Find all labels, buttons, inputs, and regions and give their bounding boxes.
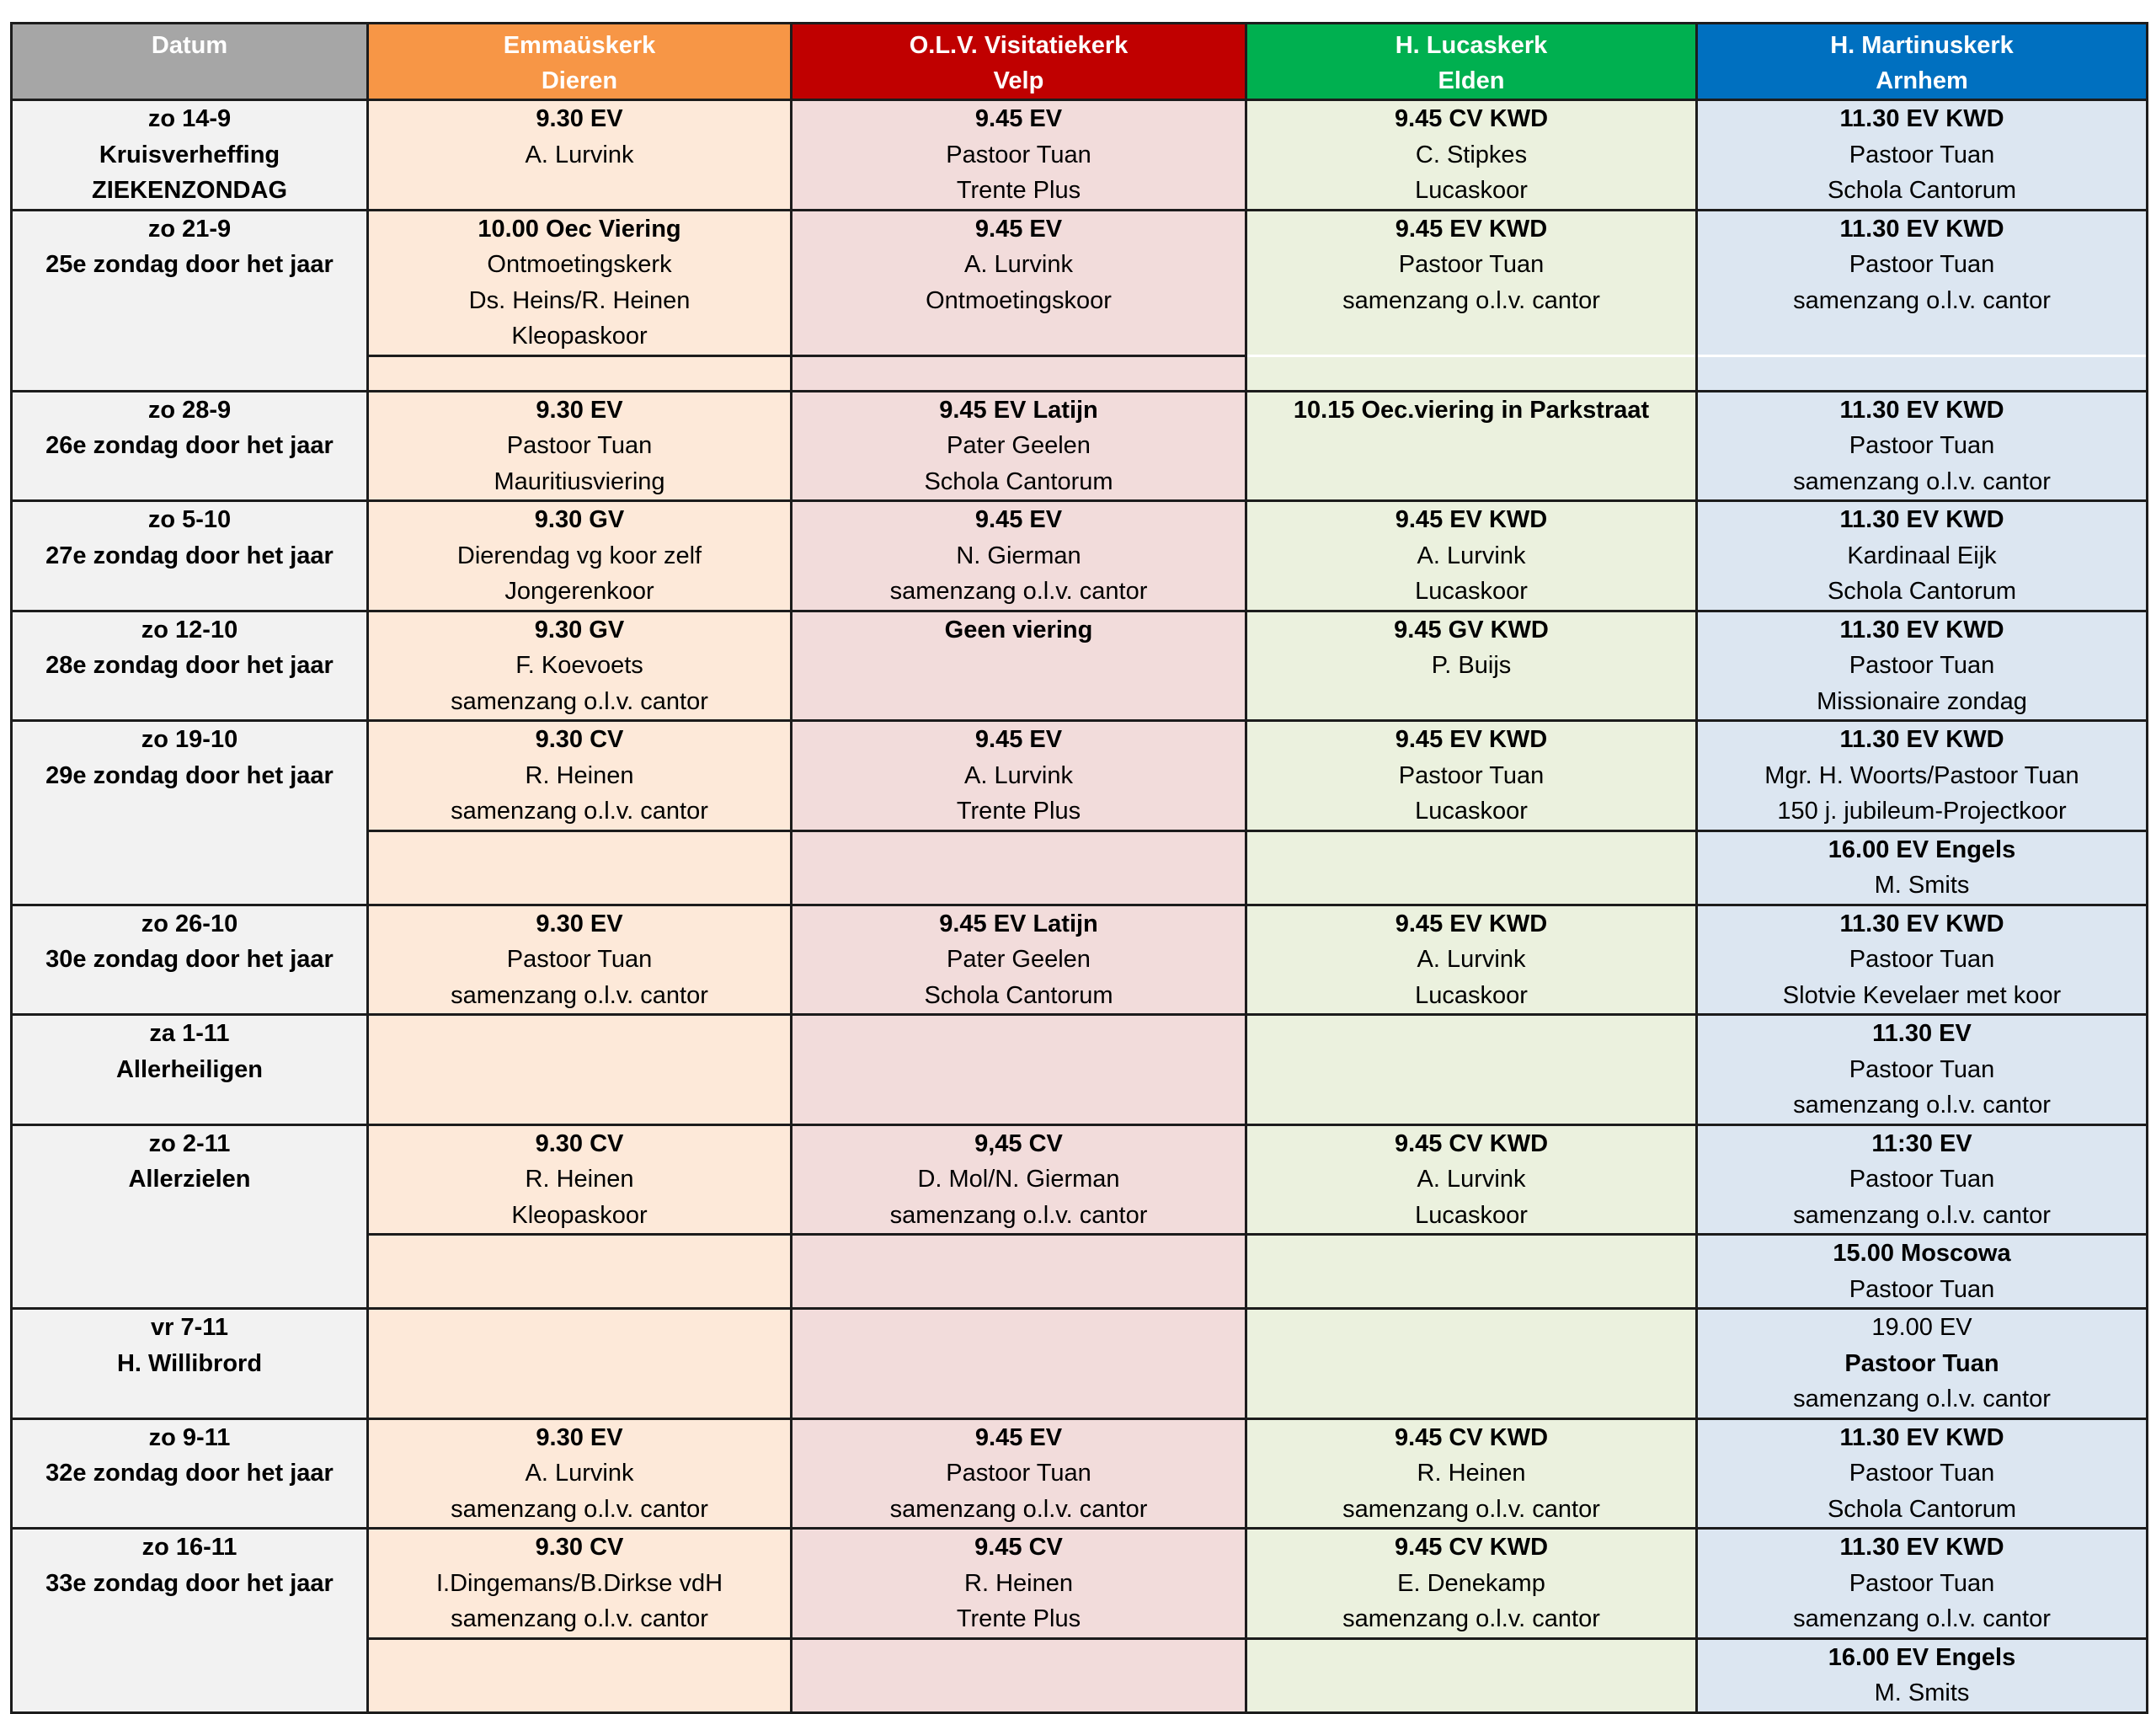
cell-line: Lucaskoor xyxy=(1415,798,1528,825)
service-cell-lucaskerk xyxy=(1246,1235,1697,1309)
cell-line: H. Lucaskerk xyxy=(1395,32,1548,59)
table-row xyxy=(12,210,2148,355)
service-cell-visitatiekerk xyxy=(792,501,1246,611)
cell-line: 9.45 CV xyxy=(974,1534,1063,1561)
cell-line: A. Lurvink xyxy=(1417,946,1526,973)
table-row xyxy=(12,721,2148,831)
cell-line: zo 19-10 xyxy=(141,726,238,753)
service-cell-emmauskerk xyxy=(368,1529,792,1639)
service-cell-visitatiekerk xyxy=(792,1124,1246,1235)
cell-line: 19.00 EV xyxy=(1871,1314,1972,1341)
service-cell-lucaskerk xyxy=(1246,1015,1697,1125)
service-cell-martinuskerk xyxy=(1697,611,2148,721)
cell-line: 11.30 EV KWD xyxy=(1839,910,2004,937)
service-cell-emmauskerk xyxy=(368,355,792,391)
cell-line: 33e zondag door het jaar xyxy=(45,1569,334,1597)
cell-line: samenzang o.l.v. cantor xyxy=(451,1605,708,1632)
cell-line: Schola Cantorum xyxy=(1827,1495,2017,1523)
cell-line: Ds. Heins/R. Heinen xyxy=(468,286,691,314)
service-cell-lucaskerk xyxy=(1246,501,1697,611)
cell-line: A. Lurvink xyxy=(525,1460,634,1487)
header-lucaskerk xyxy=(1246,24,1697,100)
cell-line: zo 16-11 xyxy=(141,1534,237,1561)
cell-line: samenzang o.l.v. cantor xyxy=(451,798,708,825)
service-cell-martinuskerk xyxy=(1697,1124,2148,1235)
service-cell-emmauskerk xyxy=(368,905,792,1015)
cell-line: samenzang o.l.v. cantor xyxy=(1793,467,2051,495)
cell-line: Kruisverheffing xyxy=(99,141,280,168)
cell-line: R. Heinen xyxy=(525,1166,634,1193)
service-cell-lucaskerk xyxy=(1246,355,1697,391)
cell-line: samenzang o.l.v. cantor xyxy=(889,1495,1148,1523)
date-cell xyxy=(12,1309,368,1419)
cell-line: samenzang o.l.v. cantor xyxy=(451,1495,708,1523)
cell-line: H. Willibrord xyxy=(116,1349,263,1377)
cell-line: 15.00 Moscowa xyxy=(1833,1240,2011,1267)
cell-line: Pastoor Tuan xyxy=(506,946,653,973)
service-cell-lucaskerk xyxy=(1246,100,1697,211)
service-cell-visitatiekerk xyxy=(792,830,1246,905)
table-row xyxy=(12,391,2148,501)
cell-line: 9.30 EV xyxy=(536,396,623,424)
cell-line: Pastoor Tuan xyxy=(506,432,653,459)
cell-line: 9.30 CV xyxy=(535,1534,624,1561)
cell-line: 9.45 EV KWD xyxy=(1395,726,1548,753)
cell-line: 9.30 CV xyxy=(535,1129,624,1157)
service-cell-emmauskerk xyxy=(368,100,792,211)
cell-line: Schola Cantorum xyxy=(924,467,1113,495)
service-cell-visitatiekerk xyxy=(792,391,1246,501)
cell-line: zo 28-9 xyxy=(147,396,232,424)
service-cell-emmauskerk xyxy=(368,1418,792,1529)
cell-line: Ontmoetingskoor xyxy=(926,286,1112,314)
service-cell-martinuskerk xyxy=(1697,830,2148,905)
cell-line: 150 j. jubileum-Projectkoor xyxy=(1777,798,2067,825)
cell-line: Pastoor Tuan xyxy=(1849,1569,1995,1597)
header-row xyxy=(12,24,2148,100)
cell-line: 9.45 CV KWD xyxy=(1394,1534,1549,1561)
service-cell-visitatiekerk xyxy=(792,1015,1246,1125)
cell-line: 26e zondag door het jaar xyxy=(45,432,334,459)
cell-line: 29e zondag door het jaar xyxy=(45,761,334,789)
service-cell-martinuskerk xyxy=(1697,905,2148,1015)
cell-line: Pastoor Tuan xyxy=(1849,652,1995,679)
service-cell-emmauskerk xyxy=(368,501,792,611)
date-cell xyxy=(12,905,368,1015)
cell-line: samenzang o.l.v. cantor xyxy=(1793,1201,2051,1229)
service-cell-martinuskerk xyxy=(1697,1529,2148,1639)
service-cell-visitatiekerk xyxy=(792,1529,1246,1639)
header-martinuskerk xyxy=(1697,24,2148,100)
cell-line: M. Smits xyxy=(1874,1679,1970,1706)
cell-line: 11.30 EV KWD xyxy=(1839,396,2004,424)
cell-line: 11:30 EV xyxy=(1871,1129,1972,1157)
cell-line: zo 14-9 xyxy=(147,105,232,132)
cell-line: Pastoor Tuan xyxy=(946,141,1091,168)
cell-line: 9.30 GV xyxy=(534,616,625,643)
cell-line: 9.45 CV KWD xyxy=(1394,105,1549,132)
cell-line: Arnhem xyxy=(1876,67,1968,94)
service-cell-martinuskerk xyxy=(1697,1015,2148,1125)
date-cell xyxy=(12,210,368,391)
service-cell-emmauskerk xyxy=(368,391,792,501)
cell-line: zo 5-10 xyxy=(147,506,232,533)
cell-line: 9.45 EV xyxy=(974,726,1063,753)
date-cell xyxy=(12,1124,368,1309)
cell-line: Kleopaskoor xyxy=(511,1201,648,1229)
cell-line: 16.00 EV Engels xyxy=(1828,1643,2016,1671)
cell-line: 16.00 EV Engels xyxy=(1828,836,2016,863)
cell-line: Lucaskoor xyxy=(1415,1201,1528,1229)
service-cell-visitatiekerk xyxy=(792,210,1246,355)
service-cell-lucaskerk xyxy=(1246,1638,1697,1712)
schedule-body xyxy=(12,100,2148,1713)
date-cell xyxy=(12,1529,368,1713)
cell-line: 11.30 EV KWD xyxy=(1839,1423,2004,1451)
cell-line: A. Lurvink xyxy=(964,761,1073,789)
cell-line: A. Lurvink xyxy=(1417,1166,1526,1193)
date-cell xyxy=(12,611,368,721)
cell-line: A. Lurvink xyxy=(1417,542,1526,569)
cell-line: 9.45 EV KWD xyxy=(1395,506,1548,533)
service-cell-emmauskerk xyxy=(368,611,792,721)
cell-line: 9.45 EV xyxy=(974,215,1063,243)
cell-line: Dieren xyxy=(541,67,618,94)
cell-line: samenzang o.l.v. cantor xyxy=(1793,1386,2051,1412)
cell-line: Schola Cantorum xyxy=(1827,177,2017,204)
cell-line: 9.30 EV xyxy=(536,105,623,132)
service-cell-emmauskerk xyxy=(368,721,792,831)
cell-line: M. Smits xyxy=(1874,872,1970,899)
cell-line: I.Dingemans/B.Dirkse vdH xyxy=(435,1569,723,1597)
service-cell-visitatiekerk xyxy=(792,1418,1246,1529)
cell-line: Trente Plus xyxy=(956,798,1081,825)
cell-line: Pastoor Tuan xyxy=(1849,141,1995,168)
header-datum xyxy=(12,24,368,100)
cell-line: O.L.V. Visitatiekerk xyxy=(909,32,1129,59)
cell-line: Pastoor Tuan xyxy=(1398,761,1545,789)
service-cell-lucaskerk xyxy=(1246,1529,1697,1639)
cell-line: R. Heinen xyxy=(964,1569,1073,1597)
cell-line: Pastoor Tuan xyxy=(1849,1166,1995,1193)
service-cell-visitatiekerk xyxy=(792,100,1246,211)
cell-line: Geen viering xyxy=(944,616,1093,643)
cell-line: 9.45 GV KWD xyxy=(1394,616,1549,643)
service-cell-martinuskerk xyxy=(1697,100,2148,211)
table-row xyxy=(12,1418,2148,1529)
cell-line: Emmaüskerk xyxy=(503,32,656,59)
cell-line: 9,45 CV xyxy=(974,1129,1063,1157)
cell-line: 25e zondag door het jaar xyxy=(45,251,334,278)
cell-line: Pastoor Tuan xyxy=(1849,432,1995,459)
service-cell-lucaskerk xyxy=(1246,391,1697,501)
cell-line: Lucaskoor xyxy=(1415,578,1528,605)
cell-line: 9.30 CV xyxy=(535,726,624,753)
cell-line: Pastoor Tuan xyxy=(1849,1460,1995,1487)
service-cell-martinuskerk xyxy=(1697,721,2148,831)
cell-line: samenzang o.l.v. cantor xyxy=(1793,1092,2051,1119)
cell-line: Ontmoetingskerk xyxy=(487,251,672,278)
cell-line: 28e zondag door het jaar xyxy=(45,652,334,679)
cell-line: Schola Cantorum xyxy=(924,981,1113,1009)
date-cell xyxy=(12,391,368,501)
table-row xyxy=(12,501,2148,611)
cell-line: Jongerenkoor xyxy=(504,578,654,605)
cell-line: C. Stipkes xyxy=(1415,141,1528,168)
cell-line: 9.30 EV xyxy=(536,1423,623,1451)
service-cell-emmauskerk xyxy=(368,1015,792,1125)
cell-line: Allerzielen xyxy=(128,1166,251,1193)
table-row xyxy=(12,1529,2148,1639)
service-cell-visitatiekerk xyxy=(792,611,1246,721)
cell-line: 30e zondag door het jaar xyxy=(45,946,334,973)
cell-line: Mgr. H. Woorts/Pastoor Tuan xyxy=(1764,761,2079,789)
cell-line: Mauritiusviering xyxy=(494,467,665,495)
cell-line: samenzang o.l.v. cantor xyxy=(451,687,708,715)
cell-line: 11.30 EV KWD xyxy=(1839,616,2004,643)
cell-line: Pastoor Tuan xyxy=(946,1460,1091,1487)
cell-line: 11.30 EV KWD xyxy=(1839,726,2004,753)
cell-line: samenzang o.l.v. cantor xyxy=(1793,1605,2051,1632)
cell-line: zo 2-11 xyxy=(148,1129,231,1157)
service-cell-emmauskerk xyxy=(368,1638,792,1712)
cell-line: Trente Plus xyxy=(956,177,1081,204)
cell-line: Pastoor Tuan xyxy=(1849,1055,1995,1083)
table-row xyxy=(12,611,2148,721)
cell-line: Pastoor Tuan xyxy=(1849,251,1995,278)
service-cell-visitatiekerk xyxy=(792,905,1246,1015)
cell-line: Kardinaal Eijk xyxy=(1847,542,1997,569)
service-cell-martinuskerk xyxy=(1697,501,2148,611)
service-cell-visitatiekerk xyxy=(792,1638,1246,1712)
cell-line: 32e zondag door het jaar xyxy=(45,1460,334,1487)
service-cell-lucaskerk xyxy=(1246,721,1697,831)
cell-line: A. Lurvink xyxy=(525,141,634,168)
date-cell xyxy=(12,1418,368,1529)
cell-line: Lucaskoor xyxy=(1415,177,1528,204)
service-cell-emmauskerk xyxy=(368,1235,792,1309)
cell-line: 27e zondag door het jaar xyxy=(45,542,334,569)
cell-line: zo 26-10 xyxy=(141,910,238,937)
cell-line: samenzang o.l.v. cantor xyxy=(1342,1605,1600,1632)
cell-line: samenzang o.l.v. cantor xyxy=(889,578,1148,605)
service-cell-visitatiekerk xyxy=(792,1309,1246,1419)
cell-line: 9.45 EV xyxy=(974,1423,1063,1451)
cell-line: 9.45 EV xyxy=(974,105,1063,132)
cell-line: Schola Cantorum xyxy=(1827,578,2017,605)
table-row xyxy=(12,1015,2148,1125)
cell-line: Trente Plus xyxy=(956,1605,1081,1632)
cell-line: Velp xyxy=(993,67,1044,94)
table-row xyxy=(12,1309,2148,1419)
schedule-table xyxy=(10,22,2148,1714)
cell-line: 11.30 EV xyxy=(1872,1020,1972,1047)
cell-line: 9.45 CV KWD xyxy=(1394,1423,1549,1451)
service-cell-martinuskerk xyxy=(1697,391,2148,501)
cell-line: samenzang o.l.v. cantor xyxy=(1342,1495,1600,1523)
cell-line: Pater Geelen xyxy=(947,432,1091,459)
cell-line: 10.00 Oec Viering xyxy=(478,215,681,243)
service-cell-visitatiekerk xyxy=(792,721,1246,831)
cell-line: Kleopaskoor xyxy=(511,323,648,350)
cell-line: samenzang o.l.v. cantor xyxy=(1793,286,2051,314)
date-cell xyxy=(12,100,368,211)
cell-line: Pastoor Tuan xyxy=(1849,1275,1995,1303)
cell-line: zo 12-10 xyxy=(141,616,238,643)
service-cell-martinuskerk xyxy=(1697,1309,2148,1419)
service-cell-martinuskerk xyxy=(1697,1235,2148,1309)
cell-line: R. Heinen xyxy=(525,761,634,789)
service-cell-emmauskerk xyxy=(368,1309,792,1419)
cell-line: Pater Geelen xyxy=(947,946,1091,973)
service-cell-lucaskerk xyxy=(1246,1309,1697,1419)
cell-line: Pastoor Tuan xyxy=(1844,1349,1999,1377)
cell-line: ZIEKENZONDAG xyxy=(92,177,287,204)
cell-line: 9.45 CV KWD xyxy=(1394,1129,1549,1157)
service-cell-emmauskerk xyxy=(368,1124,792,1235)
cell-line: za 1-11 xyxy=(149,1020,230,1047)
cell-line: 11.30 EV KWD xyxy=(1839,215,2004,243)
cell-line: Slotvie Kevelaer met koor xyxy=(1782,981,2062,1009)
cell-line: H. Martinuskerk xyxy=(1830,32,2014,59)
service-cell-lucaskerk xyxy=(1246,1418,1697,1529)
cell-line: 9.45 EV KWD xyxy=(1395,215,1548,243)
cell-line: Dierendag vg koor zelf xyxy=(456,542,702,569)
cell-line: A. Lurvink xyxy=(964,251,1073,278)
service-cell-lucaskerk xyxy=(1246,1124,1697,1235)
date-cell xyxy=(12,501,368,611)
cell-line: D. Mol/N. Gierman xyxy=(917,1166,1120,1193)
cell-line: vr 7-11 xyxy=(151,1314,228,1341)
table-row xyxy=(12,100,2148,211)
cell-line: 11.30 EV KWD xyxy=(1839,105,2004,132)
cell-line: Allerheiligen xyxy=(115,1055,264,1083)
cell-line: F. Koevoets xyxy=(515,652,643,679)
service-cell-lucaskerk xyxy=(1246,905,1697,1015)
cell-line: 10.15 Oec.viering in Parkstraat xyxy=(1293,396,1650,424)
cell-line: zo 9-11 xyxy=(148,1423,231,1451)
table-row xyxy=(12,905,2148,1015)
cell-line: Missionaire zondag xyxy=(1817,687,2027,715)
cell-line: E. Denekamp xyxy=(1397,1569,1545,1597)
cell-line: Lucaskoor xyxy=(1415,981,1528,1009)
cell-line: 9.30 EV xyxy=(536,910,623,937)
service-cell-lucaskerk xyxy=(1246,830,1697,905)
cell-line: samenzang o.l.v. cantor xyxy=(451,981,708,1009)
cell-line: P. Buijs xyxy=(1431,652,1512,679)
service-cell-martinuskerk xyxy=(1697,355,2148,391)
service-cell-visitatiekerk xyxy=(792,355,1246,391)
cell-line: samenzang o.l.v. cantor xyxy=(1342,286,1600,314)
service-cell-emmauskerk xyxy=(368,210,792,355)
cell-line: R. Heinen xyxy=(1417,1460,1526,1487)
header-visitatiekerk xyxy=(792,24,1246,100)
service-cell-martinuskerk xyxy=(1697,1418,2148,1529)
service-cell-martinuskerk xyxy=(1697,210,2148,355)
cell-line: zo 21-9 xyxy=(147,215,232,243)
service-cell-visitatiekerk xyxy=(792,1235,1246,1309)
service-cell-martinuskerk xyxy=(1697,1638,2148,1712)
cell-line: 9.45 EV KWD xyxy=(1395,910,1548,937)
cell-line: 9.45 EV Latijn xyxy=(939,396,1098,424)
cell-line: 11.30 EV KWD xyxy=(1839,506,2004,533)
date-cell xyxy=(12,721,368,905)
cell-line: Elden xyxy=(1438,67,1505,94)
cell-line: Pastoor Tuan xyxy=(1398,251,1545,278)
cell-line: 11.30 EV KWD xyxy=(1839,1534,2004,1561)
service-cell-lucaskerk xyxy=(1246,611,1697,721)
cell-line: 9.30 GV xyxy=(534,506,625,533)
date-cell xyxy=(12,1015,368,1125)
header-emmauskerk xyxy=(368,24,792,100)
cell-line: Datum xyxy=(151,32,228,59)
service-cell-emmauskerk xyxy=(368,830,792,905)
service-cell-lucaskerk xyxy=(1246,210,1697,355)
table-row xyxy=(12,1124,2148,1235)
cell-line: Pastoor Tuan xyxy=(1849,946,1995,973)
cell-line: N. Gierman xyxy=(956,542,1081,569)
cell-line: 9.45 EV Latijn xyxy=(939,910,1098,937)
cell-line: samenzang o.l.v. cantor xyxy=(889,1201,1148,1229)
cell-line: 9.45 EV xyxy=(974,506,1063,533)
